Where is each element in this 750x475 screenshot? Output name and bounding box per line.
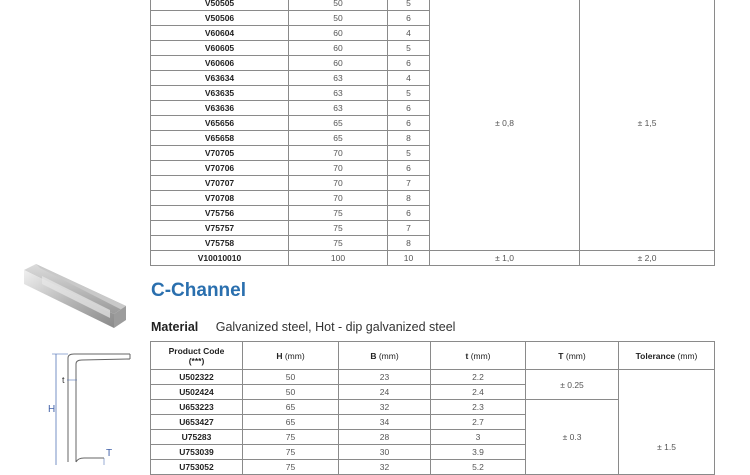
t-cell: 6	[388, 101, 430, 116]
product-code-cell: V70705	[151, 146, 289, 161]
angle-dimensions-table	[150, 0, 715, 266]
h-cell: 50	[243, 370, 339, 385]
product-code-cell: V70706	[151, 161, 289, 176]
product-code-cell: V70708	[151, 191, 289, 206]
c-channel-photo	[22, 262, 128, 332]
t-cell: 3.9	[431, 445, 526, 460]
t-cell: 6	[388, 206, 430, 221]
col-header-T: T (mm)	[526, 342, 619, 370]
b-cell: 32	[339, 460, 431, 475]
b-cell: 24	[339, 385, 431, 400]
h-cell: 70	[289, 161, 388, 176]
table-row	[151, 0, 715, 11]
h-cell: 63	[289, 86, 388, 101]
t-cell: 4	[388, 26, 430, 41]
t-cell: 2.4	[431, 385, 526, 400]
tolerance-cell: ± 1.5	[619, 370, 715, 475]
material-label: Material	[151, 320, 199, 334]
h-cell: 63	[289, 71, 388, 86]
t-label: t	[62, 375, 65, 385]
product-code-cell: V60606	[151, 56, 289, 71]
b-cell: 28	[339, 430, 431, 445]
c-channel-cross-section-diagram	[38, 350, 138, 465]
col-header-t: t (mm)	[431, 342, 526, 370]
tolerance-b-cell: ± 1,5	[580, 0, 715, 251]
h-cell: 75	[243, 430, 339, 445]
t-cell: 5	[388, 86, 430, 101]
col-header-tolerance: Tolerance (mm)	[619, 342, 715, 370]
product-code-cell: U502322	[151, 370, 243, 385]
product-code-cell: V10010010	[151, 251, 289, 266]
h-cell: 65	[243, 400, 339, 415]
h-cell: 70	[289, 191, 388, 206]
h-cell: 70	[289, 176, 388, 191]
b-cell: 32	[339, 400, 431, 415]
T-label: T	[106, 448, 113, 459]
t-cell: 8	[388, 191, 430, 206]
t-cell: 2.3	[431, 400, 526, 415]
product-code-cell: V65658	[151, 131, 289, 146]
product-code-cell: V63635	[151, 86, 289, 101]
tolerance-b-cell: ± 2,0	[580, 251, 715, 266]
product-code-cell: V50505	[151, 0, 289, 11]
t-cell: 2.2	[431, 370, 526, 385]
h-cell: 50	[289, 11, 388, 26]
product-code-cell: U653223	[151, 400, 243, 415]
T-tolerance-cell: ± 0.3	[526, 400, 619, 475]
product-code-cell: V60605	[151, 41, 289, 56]
product-code-cell: V60604	[151, 26, 289, 41]
t-cell: 6	[388, 116, 430, 131]
product-code-cell: V65656	[151, 116, 289, 131]
tolerance-a-cell: ± 1,0	[430, 251, 580, 266]
product-code-cell: V75757	[151, 221, 289, 236]
t-cell: 3	[431, 430, 526, 445]
product-code-cell: U753039	[151, 445, 243, 460]
h-cell: 75	[289, 221, 388, 236]
h-cell: 65	[243, 415, 339, 430]
b-cell: 23	[339, 370, 431, 385]
product-code-cell: V75758	[151, 236, 289, 251]
h-cell: 75	[289, 206, 388, 221]
t-cell: 4	[388, 71, 430, 86]
table-row	[151, 370, 715, 385]
t-cell: 6	[388, 11, 430, 26]
h-cell: 70	[289, 146, 388, 161]
h-cell: 75	[243, 460, 339, 475]
table-row	[151, 251, 715, 266]
col-header-b: B (mm)	[339, 342, 431, 370]
product-code-cell: V70707	[151, 176, 289, 191]
h-cell: 65	[289, 131, 388, 146]
b-cell: 30	[339, 445, 431, 460]
T-tolerance-cell: ± 0.25	[526, 370, 619, 400]
h-cell: 100	[289, 251, 388, 266]
product-code-cell: V75756	[151, 206, 289, 221]
product-code-cell: V63636	[151, 101, 289, 116]
t-cell: 5	[388, 41, 430, 56]
t-cell: 7	[388, 221, 430, 236]
h-cell: 60	[289, 56, 388, 71]
product-code-cell: U653427	[151, 415, 243, 430]
h-cell: 60	[289, 41, 388, 56]
t-cell: 10	[388, 251, 430, 266]
table-header-row	[151, 342, 715, 370]
t-cell: 8	[388, 131, 430, 146]
t-cell: 6	[388, 56, 430, 71]
c-channel-table	[150, 341, 715, 475]
t-cell: 6	[388, 161, 430, 176]
col-header-h: H (mm)	[243, 342, 339, 370]
h-cell: 50	[289, 0, 388, 11]
product-code-cell: U75283	[151, 430, 243, 445]
b-cell: 34	[339, 415, 431, 430]
h-cell: 63	[289, 101, 388, 116]
product-code-cell: U502424	[151, 385, 243, 400]
t-cell: 5	[388, 0, 430, 11]
h-label: H	[48, 404, 56, 415]
t-cell: 5.2	[431, 460, 526, 475]
product-code-cell: V50506	[151, 11, 289, 26]
h-cell: 75	[243, 445, 339, 460]
product-code-cell: U753052	[151, 460, 243, 475]
h-cell: 50	[243, 385, 339, 400]
product-code-cell: V63634	[151, 71, 289, 86]
material-line	[151, 320, 455, 334]
h-cell: 65	[289, 116, 388, 131]
col-header-product-code: Product Code (***)	[151, 342, 243, 370]
t-cell: 5	[388, 146, 430, 161]
t-cell: 8	[388, 236, 430, 251]
tolerance-a-cell: ± 0,8	[430, 0, 580, 251]
h-cell: 75	[289, 236, 388, 251]
t-cell: 7	[388, 176, 430, 191]
h-cell: 60	[289, 26, 388, 41]
material-value: Galvanized steel, Hot - dip galvanized steel	[215, 320, 456, 334]
section-title: C-Channel	[151, 280, 246, 301]
t-cell: 2.7	[431, 415, 526, 430]
